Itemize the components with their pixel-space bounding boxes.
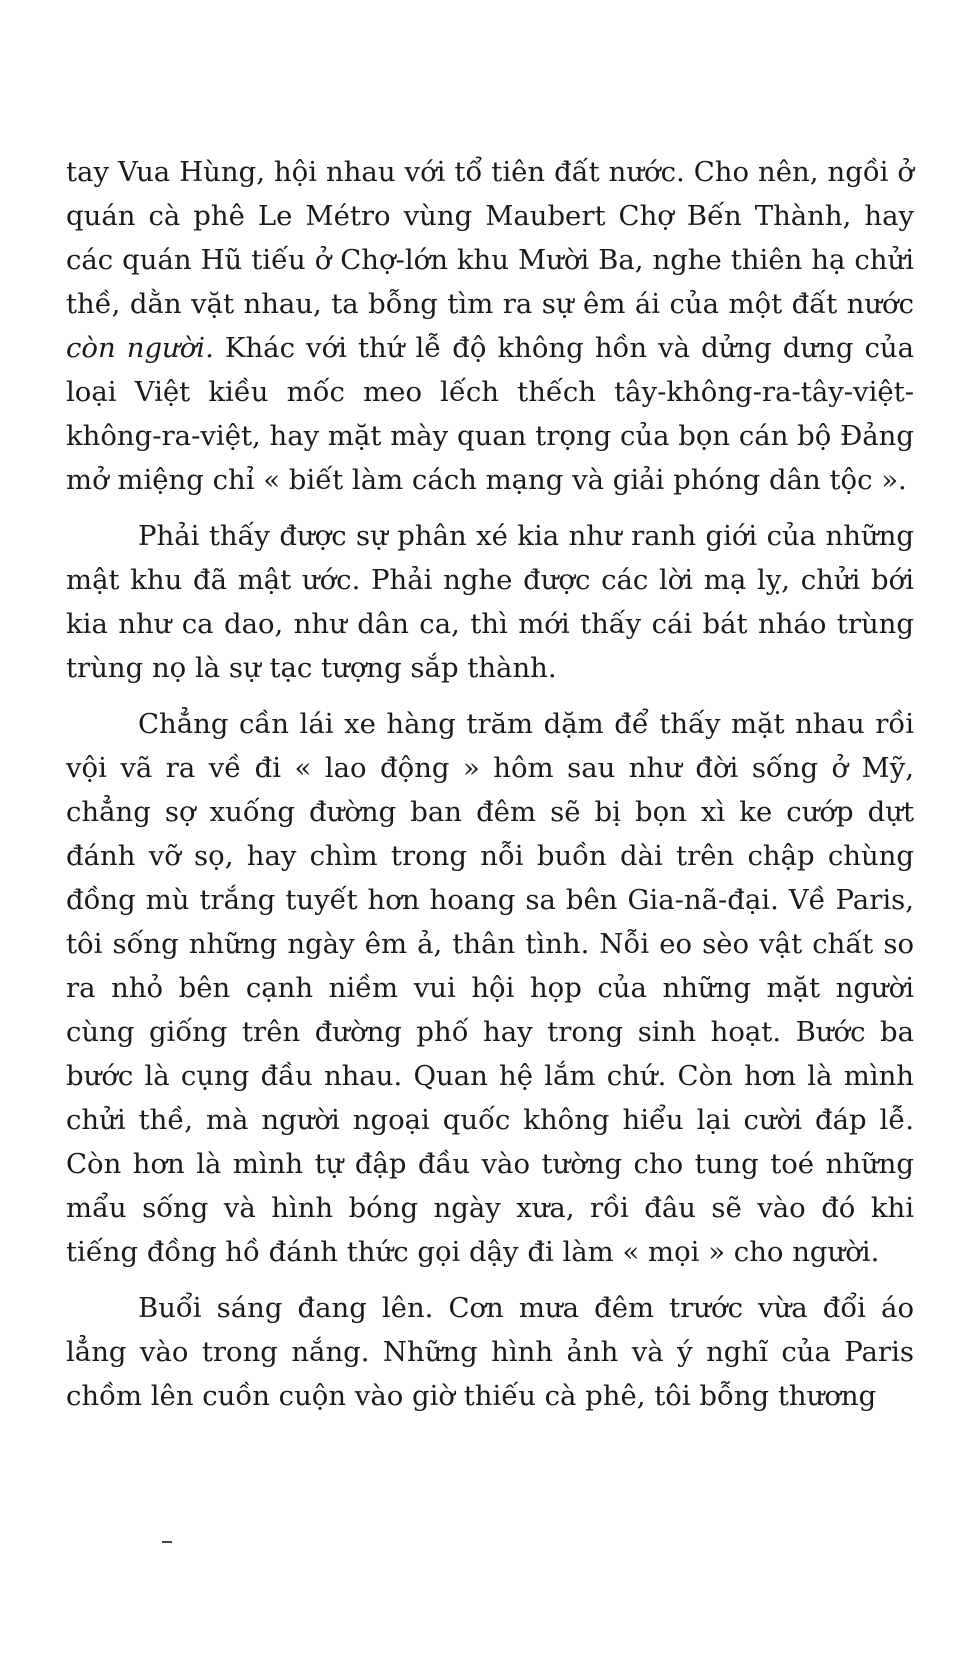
text-segment: Chẳng cần lái xe hàng trăm dặm để thấy mặt nhau rồi vội vã ra về đi « lao động » hôm sau như đời sống ở Mỹ, chẳng sợ xuống đường ban đêm sẽ bị bọn xì ke cướp dựt đánh vỡ sọ, hay chìm trong nỗi buồn dài trên chập chùng đồng mù trắng tuyết hơn hoang sa bên Gia-nã-đại. Về Paris, tôi sống những ngày êm ả, thân tình. Nỗi eo sèo vật chất so ra nhỏ bên cạnh niềm vui hội họp của những mặt người cùng giống trên đường phố hay trong sinh hoạt. Bước ba bước là cụng đầu nhau. Quan hệ lắm chứ. Còn hơn là mình chửi thề, mà người ngoại quốc không hiểu lại cười đáp lễ. Còn hơn là mình tự đập đầu vào tường cho tung toé những mẩu sống và hình bóng ngày xưa, rồi đâu sẽ vào đó khi tiếng đồng hồ đánh thức gọi dậy đi làm « mọi » cho người.	[66, 708, 914, 1268]
page-mark	[162, 1541, 172, 1543]
italic-text: còn người.	[66, 332, 214, 364]
body-text	[66, 150, 914, 1430]
paragraph-3	[66, 702, 914, 1274]
paragraph-4	[66, 1286, 914, 1418]
text-segment: tay Vua Hùng, hội nhau với tổ tiên đất nước. Cho nên, ngồi ở quán cà phê Le Métro vùng Maubert Chợ Bến Thành, hay các quán Hũ tiếu ở Chợ-lớn khu Mười Ba, nghe thiên hạ chửi thề, dằn vặt nhau, ta bỗng tìm ra sự êm ái của một đất nước	[66, 156, 914, 320]
text-segment: Buổi sáng đang lên. Cơn mưa đêm trước vừa đổi áo lẳng vào trong nắng. Những hình ảnh và ý nghĩ của Paris chồm lên cuồn cuộn vào giờ thiếu cà phê, tôi bỗng thương	[66, 1292, 914, 1412]
paragraph-1	[66, 150, 914, 502]
text-segment: Khác với thứ lễ độ không hồn và dửng dưng của loại Việt kiều mốc meo lếch thếch tây-không-ra-tây-việt-không-ra-việt, hay mặt mày quan trọng của bọn cán bộ Đảng mở miệng chỉ « biết làm cách mạng và giải phóng dân tộc ».	[66, 332, 915, 496]
paragraph-2	[66, 514, 914, 690]
text-segment: Phải thấy được sự phân xé kia như ranh giới của những mật khu đã mật ước. Phải nghe được các lời mạ lỵ, chửi bới kia như ca dao, như dân ca, thì mới thấy cái bát nháo trùng trùng nọ là sự tạc tượng sắp thành.	[66, 520, 914, 684]
